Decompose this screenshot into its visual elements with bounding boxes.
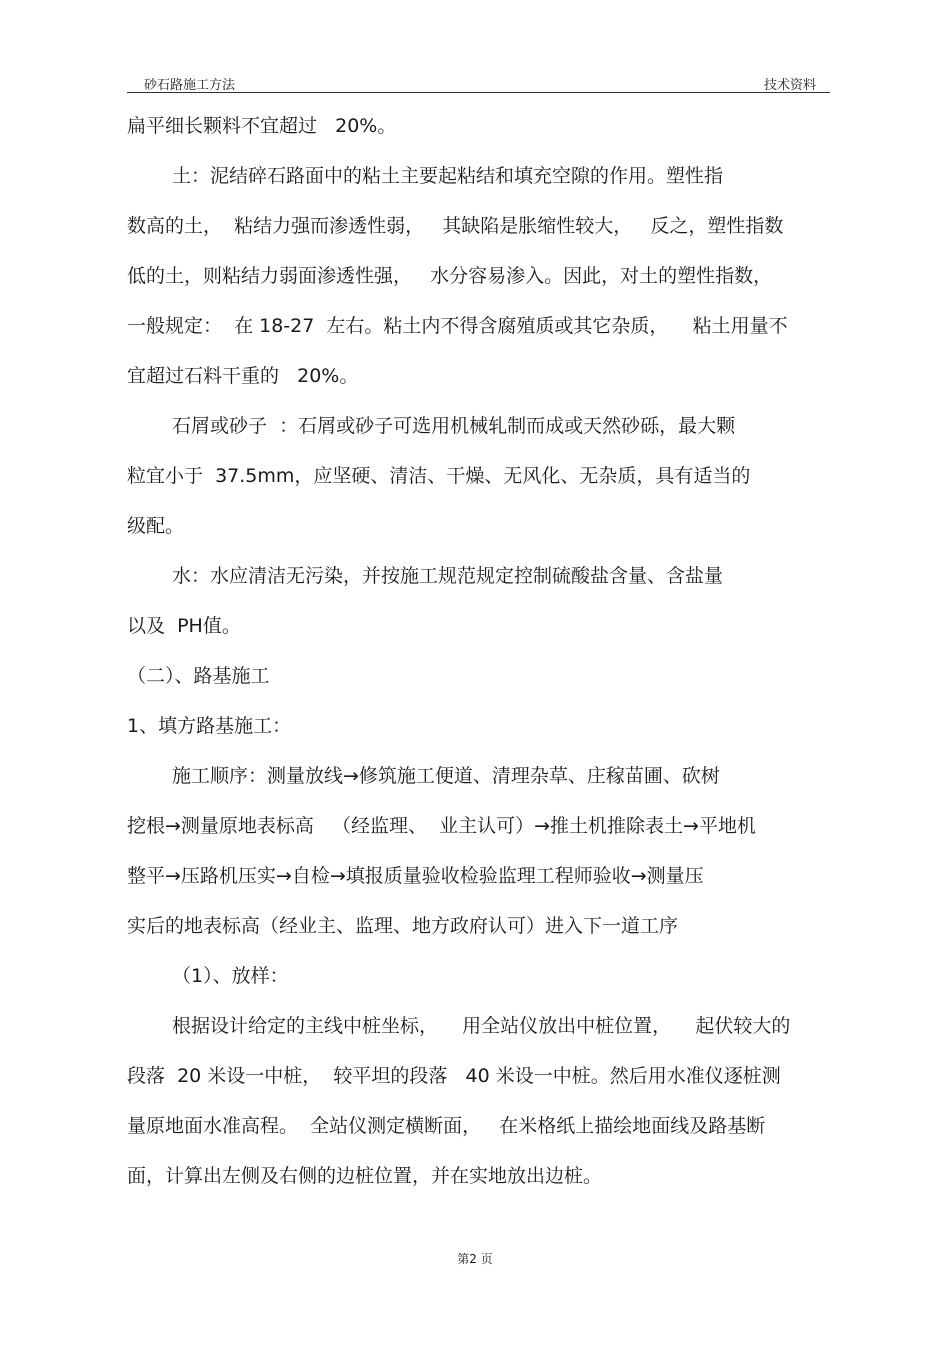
page-header xyxy=(127,74,830,93)
body-line: 施工顺序：测量放线→修筑施工便道、清理杂草、庄稼苗圃、砍树 xyxy=(172,765,720,787)
page-number: 第2 页 xyxy=(457,1252,493,1266)
header-title: 砂石路施工方法 xyxy=(144,78,236,93)
item-heading: （1）、放样： xyxy=(172,965,289,987)
body-line: 量原地面水准高程。 全站仪测定横断面， 在米格纸上描绘地面线及路基断 xyxy=(127,1115,766,1137)
body-line: 一般规定： 在 18-27 左右。粘土内不得含腐殖质或其它杂质， 粘土用量不 xyxy=(127,315,788,337)
body-line: 石屑或砂子 ：石屑或砂子可选用机械轧制而成或天然砂砾，最大颗 xyxy=(172,415,736,437)
body-line: 宜超过石料干重的 20%。 xyxy=(127,365,359,387)
section-heading: （二）、路基施工 xyxy=(127,665,270,687)
body-line: 水：水应清洁无污染，并按施工规范规定控制硫酸盐含量、含盐量 xyxy=(172,565,724,587)
body-line: 以及 PH值。 xyxy=(127,615,241,637)
body-line: 段落 20 米设一中桩， 较平坦的段落 40 米设一中桩。然后用水准仪逐桩测 xyxy=(127,1065,781,1087)
subsection-heading: 1、填方路基施工： xyxy=(127,715,292,737)
body-line: 实后的地表标高（经业主、监理、地方政府认可）进入下一道工序 xyxy=(127,915,679,937)
header-category: 技术资料 xyxy=(763,78,816,93)
body-line: 面，计算出左侧及右侧的边桩位置，并在实地放出边桩。 xyxy=(127,1165,603,1187)
body-line: 扁平细长颗料不宜超过 20%。 xyxy=(127,115,397,137)
body-line: 粒宜小于 37.5mm，应坚硬、清洁、干燥、无风化、无杂质，具有适当的 xyxy=(127,465,751,487)
body-line: 低的土，则粘结力弱面渗透性强， 水分容易渗入。因此，对土的塑性指数， xyxy=(127,265,773,287)
body-line: 根据设计给定的主线中桩坐标， 用全站仪放出中桩位置， 起伏较大的 xyxy=(172,1015,791,1037)
body-line: 级配。 xyxy=(127,515,185,537)
body-line: 土：泥结碎石路面中的粘土主要起粘结和填充空隙的作用。塑性指 xyxy=(172,165,724,187)
body-line: 数高的土， 粘结力强而渗透性弱， 其缺陷是胀缩性较大， 反之，塑性指数 xyxy=(127,215,784,237)
body-line: 整平→压路机压实→自检→填报质量验收检验监理工程师验收→测量压 xyxy=(127,865,704,887)
body-line: 挖根→测量原地表标高 （经监理、 业主认可）→推土机推除表土→平地机 xyxy=(127,815,756,837)
